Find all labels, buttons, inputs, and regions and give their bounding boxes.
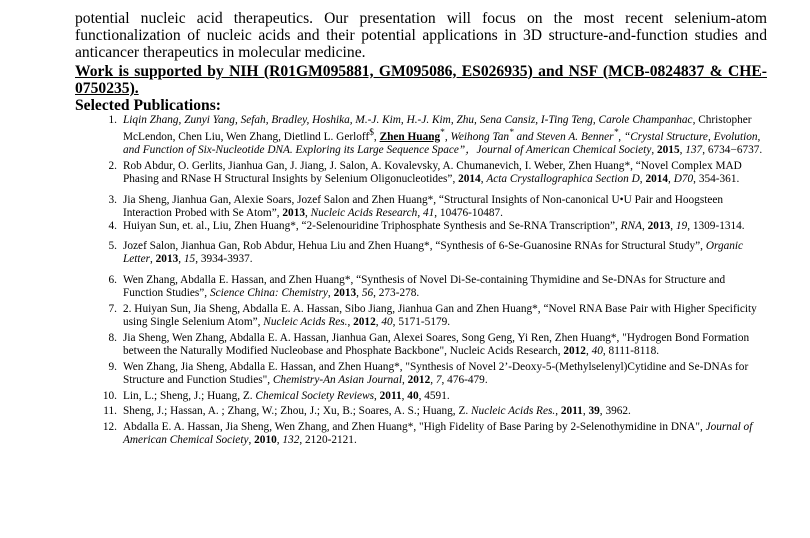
publication-item: 3. Jia Sheng, Jianhua Gan, Alexie Soars, Jozef Salon and Zhen Huang*, “Structural Insights of Non-canonical U•U Pair and Hoogsteen Interaction Probed with Se Atom”, 2013, Nucleic Acids Research, 41, 10476-10487. (108, 193, 724, 219)
publication-item: 5. Jozef Salon, Jianhua Gan, Rob Abdur, Hehua Liu and Zhen Huang*, “Synthesis of 6-Se-Guanosine RNAs for Structural Study”, Organic Letter, 2013, 15, 3934-3937. (108, 240, 744, 266)
publication-item: 8. Jia Sheng, Wen Zhang, Abdalla E. A. Hassan, Jianhua Gan, Alexei Soares, Song Geng, Yi Ren, Zhen Huang*, "Hydrogen Bond Formation between the Naturally Modified Nucleobase and Phosphate Backbone", Nucleic Acids Research, 2012, 40, 8111-8118. (108, 331, 750, 357)
intro-paragraph: potential nucleic acid therapeutics. Our presentation will focus on the most recent selenium-atom functionalization of nucleic acids and their potential applications in 3D structure-and-function studies and anticancer therapeutics in molecular medicine. (75, 10, 767, 62)
publication-item: 1. Liqin Zhang, Zunyi Yang, Sefah, Bradley, Hoshika, M.-J. Kim, H.-J. Kim, Zhu, Sena Cansiz, I-Ting Teng, Carole Champanhac, Christopher McLendon, Chen Liu, Wen Zhang, Dietlind L. Gerloff$, Zhen Huang*, Weihong Tan* and Steven A. Benner*, “Crystal Structure, Evolution, and Function of Six-Nucleotide DNA. Exploring its Large Sequence Space”，Journal of American Chemical Society, 2015, 137, 6734−6737. (108, 114, 763, 156)
document-page (75, 0, 767, 447)
publication-item: 7. 2. Huiyan Sun, Jia Sheng, Abdalla E. A. Hassan, Sibo Jiang, Jianhua Gan and Zhen Huang*, “Novel RNA Base Pair with Higher Specificity using Single Selenium Atom”, Nucleic Acids Res., 2012, 40, 5171-5179. (108, 303, 757, 328)
publication-item: 4. Huiyan Sun, et. al., Liu, Zhen Huang*, “2-Selenouridine Triphosphate Synthesis and Se-RNA Transcription”, RNA, 2013, 19, 1309-1314. (108, 219, 745, 232)
publication-item: 2. Rob Abdur, O. Gerlits, Jianhua Gan, J. Jiang, J. Salon, A. Kovalevsky, A. Chumanevich, I. Weber, Zhen Huang*, “Novel Complex MAD Phasing and RNase H Structural Insights by Selenium Oligonucleotides”, 2014, Acta Crystallographica Section D, 2014, D70, 354-361. (108, 159, 742, 185)
publication-list (75, 114, 767, 447)
highlighted-author: Zhen Huang (379, 131, 441, 144)
publication-item: 12. Abdalla E. A. Hassan, Jia Sheng, Wen Zhang, and Zhen Huang*, "High Fidelity of Base Paring by 2-Selenothymidine in DNA", Journal of American Chemical Society, 2010, 132, 2120-2121. (102, 421, 753, 447)
funding-statement: Work is supported by NIH (R01GM095881, GM095086, ES026935) and NSF (MCB-0824837 & CHE-0750235). (75, 62, 767, 98)
publication-item: 11. Sheng, J.; Hassan, A. ; Zhang, W.; Zhou, J.; Xu, B.; Soares, A. S.; Huang, Z. Nucleic Acids Res., 2011, 39, 3962. (103, 405, 631, 418)
publications-heading: Selected Publications: (75, 97, 221, 115)
publication-item: 9. Wen Zhang, Jia Sheng, Abdalla E. Hassan, and Zhen Huang*, "Synthesis of Novel 2’-Deoxy-5-(Methylselenyl)Cytidine and Se-DNAs for Structure and Function Studies", Chemistry-An Asian Journal, 2012, 7, 476-479. (108, 360, 749, 386)
publication-item: 10. Lin, L.; Sheng, J.; Huang, Z. Chemical Society Reviews, 2011, 40, 4591. (102, 389, 450, 402)
publication-item: 6. Wen Zhang, Abdalla E. Hassan, and Zhen Huang*, “Synthesis of Novel Di-Se-containing Thymidine and Se-DNAs for Structure and Function Studies”, Science China: Chemistry, 2013, 56, 273-278. (108, 274, 726, 300)
